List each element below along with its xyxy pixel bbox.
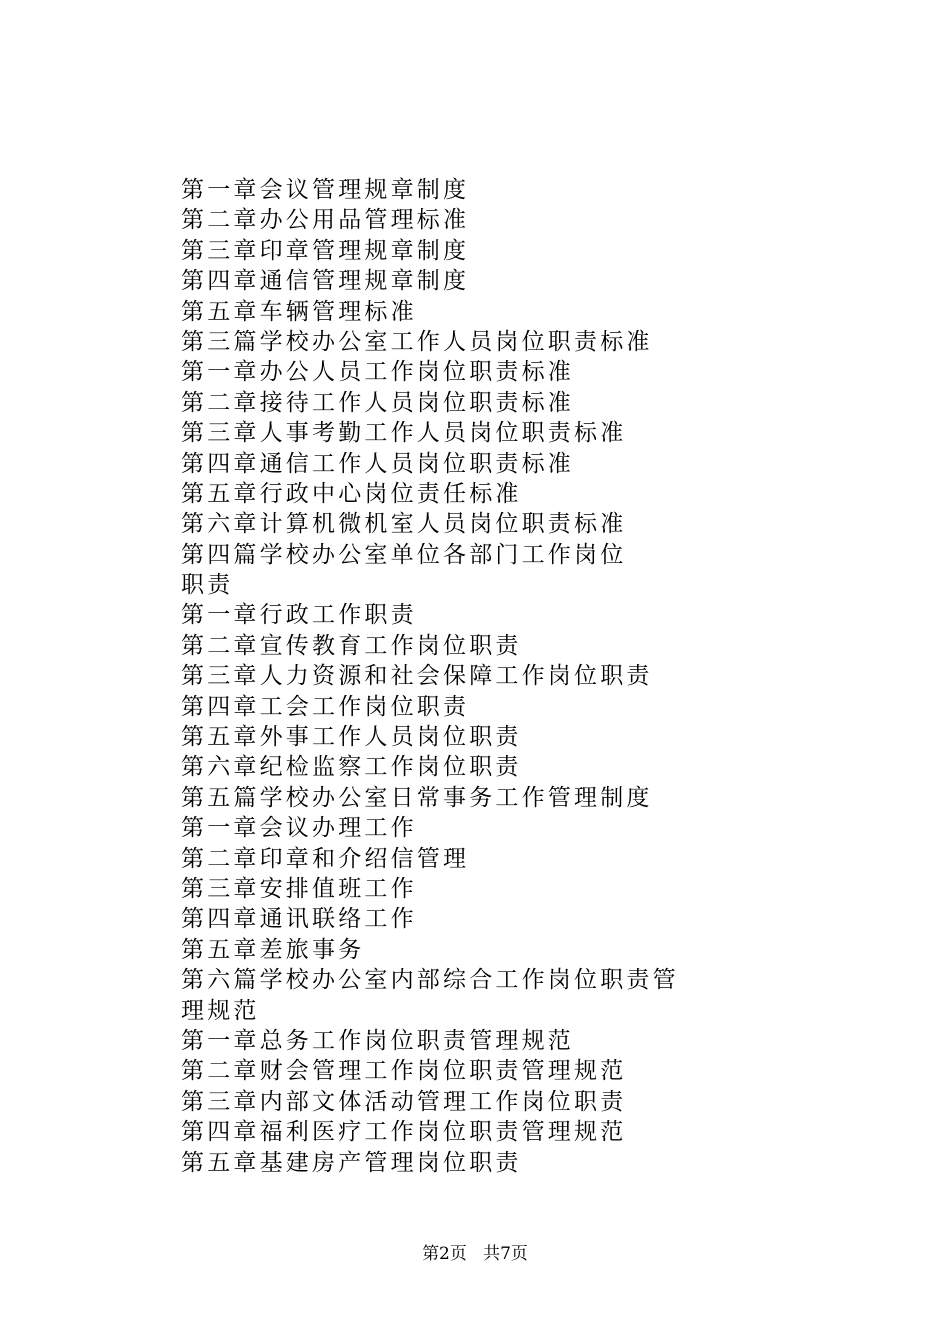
text-line: 第五章基建房产管理岗位职责 xyxy=(181,1149,522,1176)
text-line: 第五章外事工作人员岗位职责 xyxy=(181,724,522,751)
text-line: 第一章办公人员工作岗位职责标准 xyxy=(181,359,574,386)
text-line: 第四篇学校办公室单位各部门工作岗位 xyxy=(181,541,627,568)
text-line: 职责 xyxy=(181,572,234,599)
text-line: 第五篇学校办公室日常事务工作管理制度 xyxy=(181,784,653,811)
text-line: 理规范 xyxy=(181,997,260,1024)
text-line: 第二章宣传教育工作岗位职责 xyxy=(181,632,522,659)
page-number-current: 第2页 xyxy=(422,1244,467,1264)
text-line: 第三篇学校办公室工作人员岗位职责标准 xyxy=(181,328,653,355)
text-line: 第四章福利医疗工作岗位职责管理规范 xyxy=(181,1119,627,1146)
page-footer xyxy=(0,1242,950,1266)
text-line: 第四章工会工作岗位职责 xyxy=(181,693,470,720)
page-number-total: 共7页 xyxy=(483,1244,528,1264)
text-line: 第六章纪检监察工作岗位职责 xyxy=(181,754,522,781)
text-line: 第六章计算机微机室人员岗位职责标准 xyxy=(181,511,627,538)
text-line: 第一章总务工作岗位职责管理规范 xyxy=(181,1027,574,1054)
text-line: 第五章车辆管理标准 xyxy=(181,298,417,325)
text-line: 第三章人事考勤工作人员岗位职责标准 xyxy=(181,420,627,447)
text-line: 第二章接待工作人员岗位职责标准 xyxy=(181,389,574,416)
footer-spacer xyxy=(472,1242,477,1266)
text-line: 第一章行政工作职责 xyxy=(181,602,417,629)
text-line: 第一章会议办理工作 xyxy=(181,815,417,842)
text-line: 第四章通讯联络工作 xyxy=(181,906,417,933)
text-line: 第六篇学校办公室内部综合工作岗位职责管 xyxy=(181,967,679,994)
text-line: 第三章内部文体活动管理工作岗位职责 xyxy=(181,1088,627,1115)
text-line: 第二章印章和介绍信管理 xyxy=(181,845,470,872)
text-line: 第二章办公用品管理标准 xyxy=(181,207,470,234)
text-line: 第一章会议管理规章制度 xyxy=(181,177,470,203)
text-line: 第五章行政中心岗位责任标准 xyxy=(181,480,522,507)
text-line: 第三章人力资源和社会保障工作岗位职责 xyxy=(181,663,653,690)
text-line: 第四章通信管理规章制度 xyxy=(181,268,470,295)
text-line: 第三章安排值班工作 xyxy=(181,875,417,902)
text-line: 第二章财会管理工作岗位职责管理规范 xyxy=(181,1058,627,1085)
text-line: 第五章差旅事务 xyxy=(181,936,365,963)
text-line: 第四章通信工作人员岗位职责标准 xyxy=(181,450,574,477)
text-line: 第三章印章管理规章制度 xyxy=(181,237,470,264)
document-body xyxy=(181,175,701,1178)
